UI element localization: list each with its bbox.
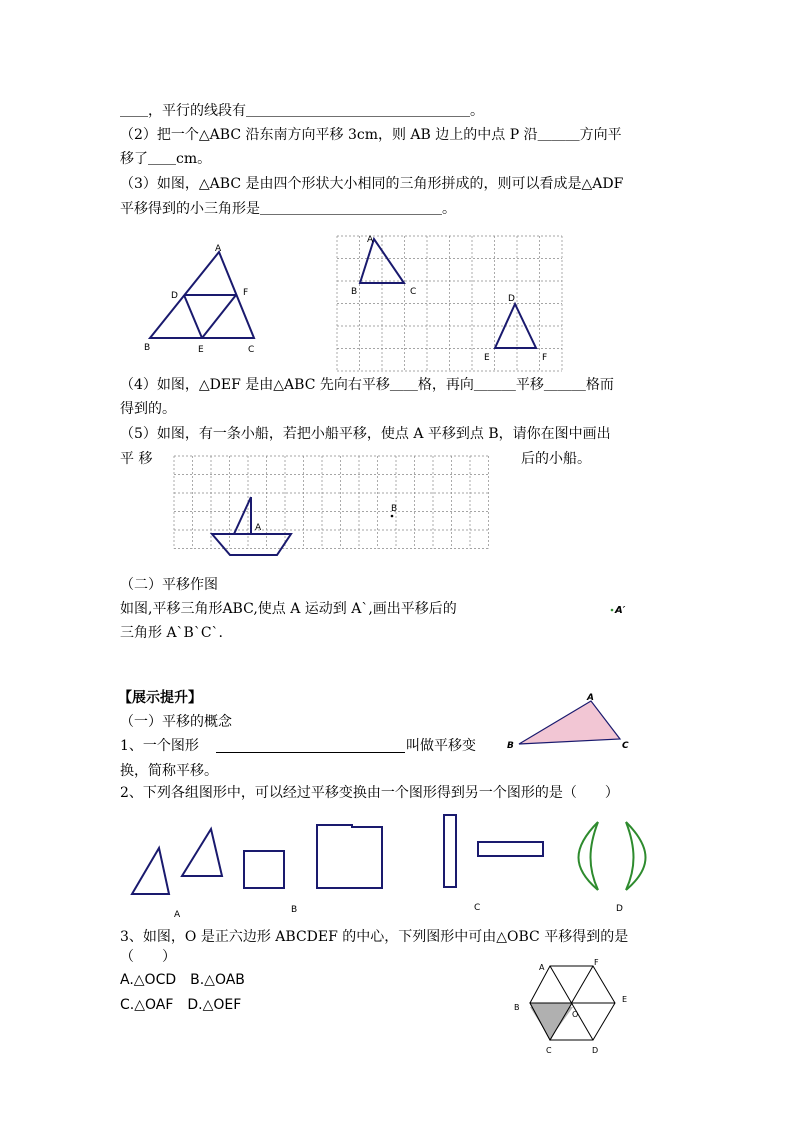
tri4-label-a: A xyxy=(215,244,222,254)
grid1-label-f: F xyxy=(542,353,548,363)
a-prime-label: A′ xyxy=(615,605,626,616)
tri4-label-f: F xyxy=(243,288,249,298)
line-18: （ ） xyxy=(120,949,176,965)
a-prime-point xyxy=(608,600,638,620)
line-19: A.△OCD B.△OAB xyxy=(120,972,245,988)
line-20: C.△OAF D.△OEF xyxy=(120,997,242,1013)
pink-label-c: C xyxy=(622,741,629,751)
line-17: 3、如图，O 是正六边形 ABCDEF 的中心，下列图形中可由△OBC 平移得到的是 xyxy=(120,929,629,945)
line-12: 三角形 A`B`C`. xyxy=(120,625,224,641)
line-16: 2、下列各组图形中，可以经过平移变换由一个图形得到另一个图形的是（ ） xyxy=(120,785,619,801)
line-6: （4）如图，△DEF 是由△ABC 先向右平移＿＿格，再向＿＿＿平移＿＿＿格而 xyxy=(120,377,614,393)
line-2: （2）把一个△ABC 沿东南方向平移 3cm，则 AB 边上的中点 P 沿＿＿＿方向平 xyxy=(120,127,622,143)
boat-grid-figure xyxy=(174,456,494,562)
hex-label-d: D xyxy=(592,1046,599,1055)
pink-label-b: B xyxy=(507,741,514,751)
line-9-end: 后的小船。 xyxy=(521,451,591,467)
line-15: 换，简称平移。 xyxy=(120,763,218,779)
grid1-label-c: C xyxy=(410,287,417,297)
pink-label-a: A xyxy=(587,693,594,703)
hex-label-f: F xyxy=(594,958,599,967)
hex-label-b: B xyxy=(514,1003,520,1012)
line-4: （3）如图，△ABC 是由四个形状大小相同的三角形拼成的，则可以看成是△ADF xyxy=(120,176,624,192)
hex-label-e: E xyxy=(622,995,628,1004)
line-13: （一）平移的概念 xyxy=(120,714,232,730)
hex-label-o: O xyxy=(572,1010,579,1019)
tri4-label-c: C xyxy=(248,345,255,355)
tri4-label-e: E xyxy=(198,345,204,355)
hex-label-c: C xyxy=(546,1046,552,1055)
option-label-d: D xyxy=(616,904,623,914)
tri4-label-d: D xyxy=(171,291,178,301)
line-14-start: 1、一个图形 xyxy=(120,738,199,754)
boat-label-b: B xyxy=(391,504,398,514)
line-1: ＿＿，平行的线段有＿＿＿＿＿＿＿＿＿＿＿＿＿＿＿＿。 xyxy=(120,103,484,119)
line-8: （5）如图，有一条小船，若把小船平移，使点 A 平移到点 B，请你在图中画出 xyxy=(120,426,611,442)
line-10: （二）平移作图 xyxy=(120,577,218,593)
option-label-c: C xyxy=(474,903,481,913)
grid1-label-b: B xyxy=(351,287,358,297)
grid1-label-d: D xyxy=(508,294,515,304)
line-14-end: 叫做平移变 xyxy=(406,738,476,754)
hexagon-figure xyxy=(506,955,636,1060)
tri4-label-b: B xyxy=(144,343,151,353)
four-triangle-figure xyxy=(140,240,270,355)
grid1-label-e: E xyxy=(484,353,490,363)
line-5: 平移得到的小三角形是＿＿＿＿＿＿＿＿＿＿＿＿＿。 xyxy=(120,201,456,217)
hex-label-a: A xyxy=(539,963,545,972)
option-label-a: A xyxy=(174,910,181,920)
option-label-b: B xyxy=(291,905,298,915)
section-heading: 【展示提升】 xyxy=(118,690,202,706)
line-9-start: 平 移 xyxy=(120,451,153,467)
line-7: 得到的。 xyxy=(120,401,176,417)
translation-grid-figure xyxy=(337,236,567,376)
grid1-label-a: A xyxy=(367,235,374,245)
line-11: 如图,平移三角形ABC,使点 A 运动到 A`,画出平移后的 xyxy=(120,601,457,617)
options-figure xyxy=(120,810,670,920)
blank-underline xyxy=(216,752,405,753)
boat-label-a: A xyxy=(255,523,262,533)
line-3: 移了＿＿cm。 xyxy=(120,151,212,167)
pink-triangle-figure xyxy=(503,690,633,752)
